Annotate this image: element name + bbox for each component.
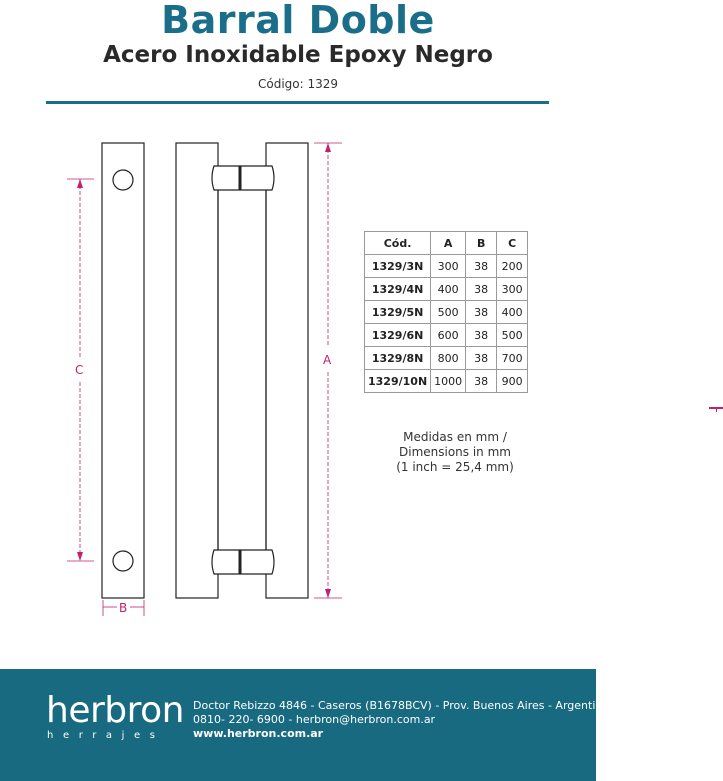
edge-marker-tick — [716, 407, 717, 412]
col-header-b: B — [466, 232, 497, 255]
cell-b: 38 — [466, 278, 497, 301]
cell-c: 200 — [497, 255, 528, 278]
cell-b: 38 — [466, 255, 497, 278]
front-view-bar — [102, 143, 144, 598]
dimension-c-label: C — [75, 363, 84, 377]
cell-c: 700 — [497, 347, 528, 370]
cell-c: 500 — [497, 324, 528, 347]
brand-logo: herbron — [46, 690, 184, 731]
cell-b: 38 — [466, 301, 497, 324]
cell-b: 38 — [466, 347, 497, 370]
dimension-b-label: B — [119, 601, 128, 615]
cell-a: 400 — [431, 278, 466, 301]
contact-line: 0810- 220- 6900 - herbron@herbron.com.ar — [193, 713, 436, 726]
table-row — [365, 255, 528, 278]
product-subtitle: Acero Inoxidable Epoxy Negro — [103, 42, 493, 68]
brand-tagline: herrajes — [47, 730, 165, 741]
cell-a: 300 — [431, 255, 466, 278]
cell-a: 500 — [431, 301, 466, 324]
units-note-line-1: Medidas en mm / — [403, 430, 507, 444]
table-row — [365, 278, 528, 301]
product-code: Código: 1329 — [257, 77, 339, 91]
contact-info — [193, 699, 609, 741]
cell-b: 38 — [466, 370, 497, 393]
cell-code: 1329/10N — [365, 370, 431, 393]
website-link[interactable]: www.herbron.com.ar — [193, 727, 324, 740]
table-row — [365, 324, 528, 347]
table-header-row — [365, 232, 528, 255]
cell-a: 600 — [431, 324, 466, 347]
cell-b: 38 — [466, 324, 497, 347]
units-note-line-2: Dimensions in mm — [399, 445, 511, 459]
dimension-a — [314, 143, 342, 598]
col-header-code: Cód. — [365, 232, 431, 255]
cell-a: 1000 — [431, 370, 466, 393]
mounting-hole-bottom — [113, 551, 133, 571]
address-line: Doctor Rebizzo 4846 - Caseros (B1678BCV) - Prov. Buenos Aires - Argentina — [193, 699, 610, 712]
table-row — [365, 370, 528, 393]
cell-code: 1329/6N — [365, 324, 431, 347]
product-title: Barral Doble — [161, 0, 435, 42]
cell-a: 800 — [431, 347, 466, 370]
mounting-hole-top — [113, 170, 133, 190]
dimension-a-label: A — [323, 353, 332, 367]
cell-code: 1329/4N — [365, 278, 431, 301]
col-header-c: C — [497, 232, 528, 255]
units-note-line-3: (1 inch = 25,4 mm) — [396, 460, 514, 474]
cell-code: 1329/3N — [365, 255, 431, 278]
cell-code: 1329/8N — [365, 347, 431, 370]
cell-c: 400 — [497, 301, 528, 324]
table-row — [365, 301, 528, 324]
cell-code: 1329/5N — [365, 301, 431, 324]
cell-c: 900 — [497, 370, 528, 393]
dimensions-table — [364, 231, 528, 393]
col-header-a: A — [431, 232, 466, 255]
table-row — [365, 347, 528, 370]
side-view — [176, 143, 308, 598]
cell-c: 300 — [497, 278, 528, 301]
units-note — [360, 430, 550, 475]
